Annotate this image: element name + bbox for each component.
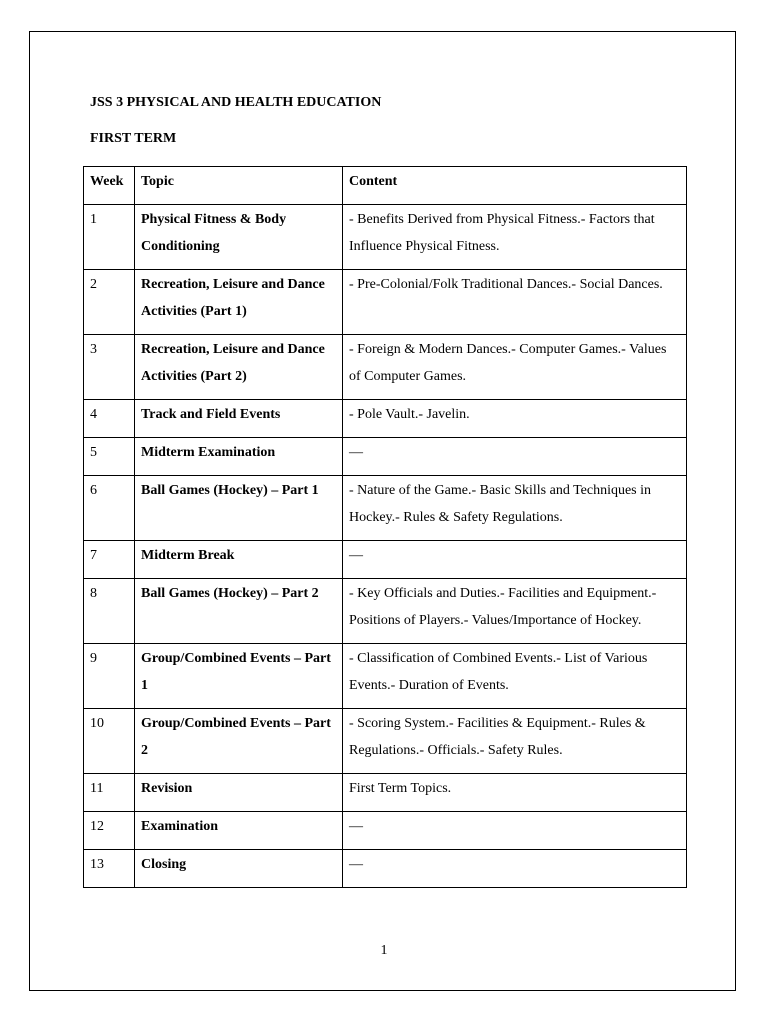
table-row bbox=[84, 335, 687, 400]
table-row bbox=[84, 812, 687, 850]
table-row bbox=[84, 400, 687, 438]
week-cell: 10 bbox=[84, 709, 135, 774]
topic-cell: Track and Field Events bbox=[135, 400, 343, 438]
week-cell: 4 bbox=[84, 400, 135, 438]
week-cell: 6 bbox=[84, 476, 135, 541]
content-cell: - Key Officials and Duties.- Facilities and Equipment.- Positions of Players.- Values/Importance of Hockey. bbox=[343, 579, 687, 644]
term-heading: FIRST TERM bbox=[90, 131, 177, 146]
table-row bbox=[84, 476, 687, 541]
week-cell: 3 bbox=[84, 335, 135, 400]
table-header-row bbox=[84, 167, 687, 205]
topic-cell: Recreation, Leisure and Dance Activities (Part 2) bbox=[135, 335, 343, 400]
topic-cell: Midterm Break bbox=[135, 541, 343, 579]
content-cell: - Benefits Derived from Physical Fitness.- Factors that Influence Physical Fitness. bbox=[343, 205, 687, 270]
week-cell: 2 bbox=[84, 270, 135, 335]
content-cell: — bbox=[343, 812, 687, 850]
week-cell: 12 bbox=[84, 812, 135, 850]
week-cell: 11 bbox=[84, 774, 135, 812]
content-cell: — bbox=[343, 438, 687, 476]
topic-cell: Physical Fitness & Body Conditioning bbox=[135, 205, 343, 270]
content-cell: - Pre-Colonial/Folk Traditional Dances.- Social Dances. bbox=[343, 270, 687, 335]
topic-cell: Revision bbox=[135, 774, 343, 812]
page-number: 1 bbox=[380, 943, 388, 958]
table-row bbox=[84, 709, 687, 774]
week-cell: 1 bbox=[84, 205, 135, 270]
scheme-of-work-table bbox=[83, 166, 687, 888]
header-topic: Topic bbox=[135, 167, 343, 205]
table-row bbox=[84, 270, 687, 335]
week-cell: 8 bbox=[84, 579, 135, 644]
content-cell: First Term Topics. bbox=[343, 774, 687, 812]
table-row bbox=[84, 579, 687, 644]
table-row bbox=[84, 205, 687, 270]
topic-cell: Ball Games (Hockey) – Part 1 bbox=[135, 476, 343, 541]
week-cell: 13 bbox=[84, 850, 135, 888]
content-cell: - Pole Vault.- Javelin. bbox=[343, 400, 687, 438]
topic-cell: Closing bbox=[135, 850, 343, 888]
content-cell: — bbox=[343, 541, 687, 579]
week-cell: 5 bbox=[84, 438, 135, 476]
document-title: JSS 3 PHYSICAL AND HEALTH EDUCATION bbox=[90, 95, 382, 110]
content-cell: - Nature of the Game.- Basic Skills and Techniques in Hockey.- Rules & Safety Regulations. bbox=[343, 476, 687, 541]
header-week: Week bbox=[84, 167, 135, 205]
content-cell: — bbox=[343, 850, 687, 888]
topic-cell: Midterm Examination bbox=[135, 438, 343, 476]
table-row bbox=[84, 438, 687, 476]
topic-cell: Ball Games (Hockey) – Part 2 bbox=[135, 579, 343, 644]
content-cell: - Scoring System.- Facilities & Equipment.- Rules & Regulations.- Officials.- Safety Rules. bbox=[343, 709, 687, 774]
topic-cell: Group/Combined Events – Part 1 bbox=[135, 644, 343, 709]
table-row bbox=[84, 644, 687, 709]
table-row bbox=[84, 774, 687, 812]
content-cell: - Classification of Combined Events.- List of Various Events.- Duration of Events. bbox=[343, 644, 687, 709]
topic-cell: Recreation, Leisure and Dance Activities (Part 1) bbox=[135, 270, 343, 335]
table-row bbox=[84, 541, 687, 579]
table-row bbox=[84, 850, 687, 888]
topic-cell: Examination bbox=[135, 812, 343, 850]
week-cell: 9 bbox=[84, 644, 135, 709]
week-cell: 7 bbox=[84, 541, 135, 579]
content-cell: - Foreign & Modern Dances.- Computer Games.- Values of Computer Games. bbox=[343, 335, 687, 400]
header-content: Content bbox=[343, 167, 687, 205]
topic-cell: Group/Combined Events – Part 2 bbox=[135, 709, 343, 774]
